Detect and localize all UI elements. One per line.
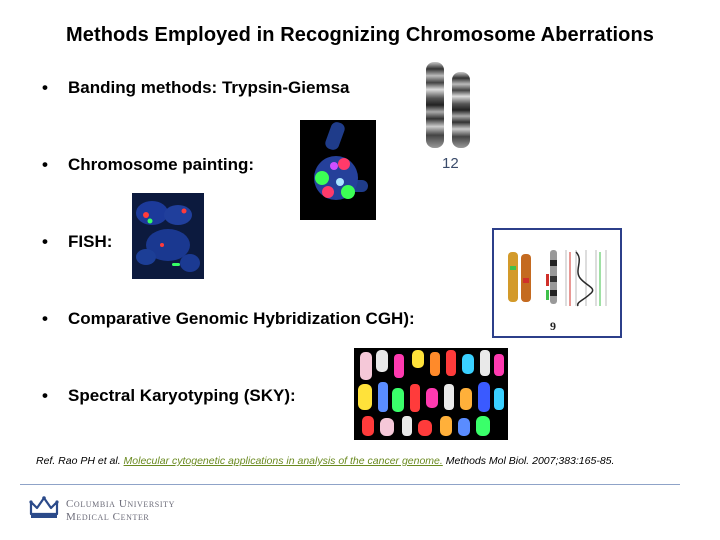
bullet-text: FISH: xyxy=(68,232,113,251)
reference-prefix: Ref. Rao PH et al. xyxy=(36,455,124,467)
bullet-marker: • xyxy=(42,155,48,174)
reference-citation xyxy=(36,455,614,467)
footer-divider xyxy=(20,484,680,485)
banding-image-label: 12 xyxy=(442,155,459,172)
bullet-text: Comparative Genomic Hybridization CGH): xyxy=(68,309,415,328)
bullet-cgh xyxy=(42,309,415,329)
footer-organization xyxy=(66,498,175,524)
footer-org-line2: Medical Center xyxy=(66,511,150,523)
sky-karyotype-image xyxy=(354,348,508,440)
bullet-text: Spectral Karyotyping (SKY): xyxy=(68,386,296,405)
fish-image xyxy=(132,193,204,279)
cgh-image xyxy=(492,228,622,338)
cgh-image-label: 9 xyxy=(550,319,556,333)
bullet-banding-methods xyxy=(42,78,350,98)
bullet-sky xyxy=(42,386,296,406)
bullet-fish xyxy=(42,232,112,252)
bullet-text: Banding methods: Trypsin-Giemsa xyxy=(68,78,350,97)
reference-link[interactable]: Molecular cytogenetic applications in analysis of the cancer genome. xyxy=(123,455,443,467)
bullet-chromosome-painting xyxy=(42,155,254,175)
bullet-marker: • xyxy=(42,309,48,328)
banding-chromosome-image xyxy=(418,58,480,174)
bullet-marker: • xyxy=(42,232,48,251)
slide-title: Methods Employed in Recognizing Chromosome Aberrations xyxy=(65,24,655,46)
chromosome-painting-image xyxy=(300,120,376,220)
reference-suffix: Methods Mol Biol. 2007;383:165-85. xyxy=(442,455,615,467)
footer-org-line1: Columbia University xyxy=(66,498,175,510)
bullet-marker: • xyxy=(42,386,48,405)
columbia-crown-icon xyxy=(28,494,60,525)
bullet-text: Chromosome painting: xyxy=(68,155,255,174)
bullet-marker: • xyxy=(42,78,48,97)
